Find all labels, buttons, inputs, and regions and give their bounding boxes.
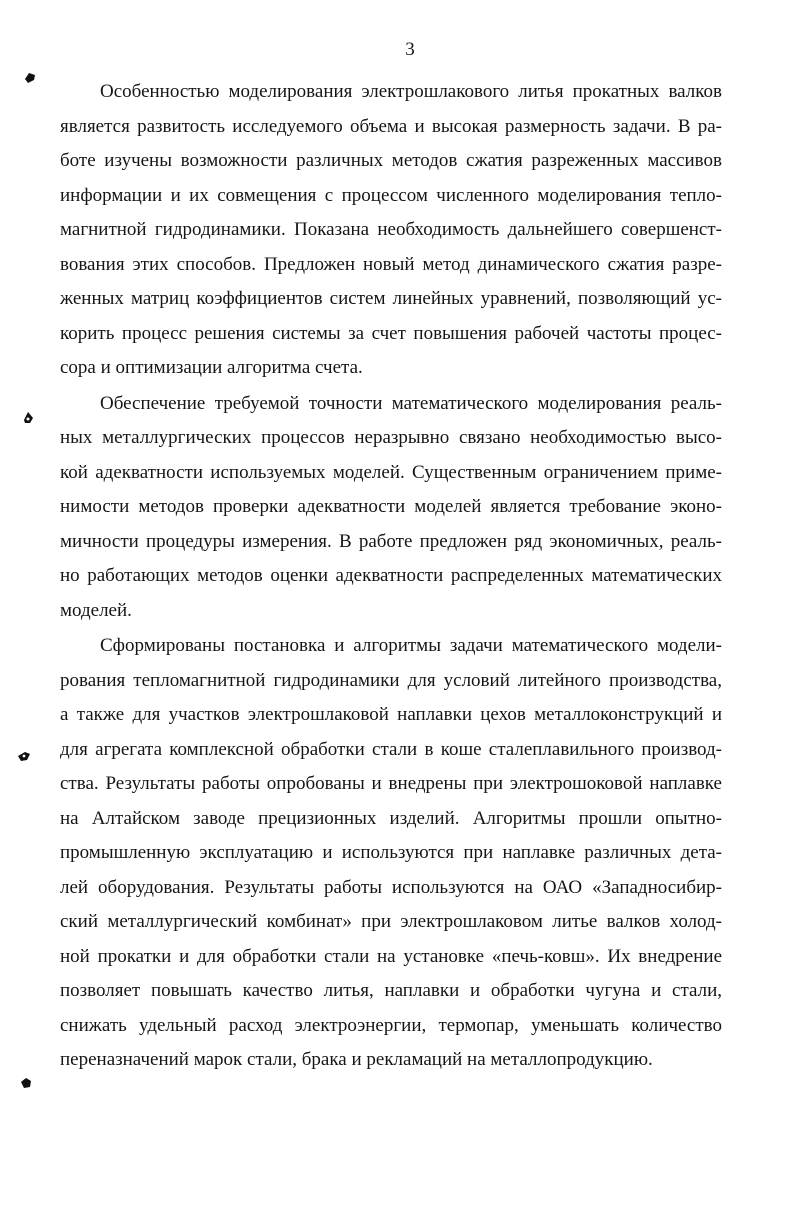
text-line: информации и их совмещения с процессом численного моделирования тепло-	[60, 184, 722, 206]
paragraph-1	[60, 75, 722, 386]
text-line: магнитной гидродинамики. Показана необходимость дальнейшего совершенст-	[60, 219, 722, 240]
text-line: Обеспечение требуемой точности математического моделирования реаль-	[100, 392, 722, 414]
text-line: лей оборудования. Результаты работы используются на ОАО «Западносибир-	[60, 876, 722, 898]
document-body	[60, 75, 722, 1078]
text-line: переназначений марок стали, брака и рекламаций на металлопродукцию.	[60, 1049, 653, 1070]
page-number: 3	[405, 39, 415, 60]
text-line: Сформированы постановка и алгоритмы задачи математического модели-	[100, 635, 722, 656]
punch-hole-mark-1	[22, 70, 38, 86]
text-line: боте изучены возможности различных методов сжатия разреженных массивов	[60, 150, 722, 171]
text-line: женных матриц коэффициентов систем линейных уравнений, позволяющий ус-	[60, 288, 722, 309]
text-line: на Алтайском заводе прецизионных изделий. Алгоритмы прошли опытно-	[60, 807, 722, 829]
punch-hole-mark-4	[18, 1075, 34, 1091]
text-line: Особенностью моделирования электрошлакового литья прокатных валков	[100, 81, 722, 102]
text-line: рования тепломагнитной гидродинамики для условий литейного производства,	[60, 669, 722, 691]
text-line: а также для участков электрошлаковой наплавки цехов металлоконструкций и	[60, 704, 722, 725]
text-line: нимости методов проверки адекватности моделей является требование эконо-	[60, 496, 722, 517]
text-line: ский металлургический комбинат» при электрошлаковом литье валков холод-	[60, 911, 722, 932]
text-line: сора и оптимизации алгоритма счета.	[60, 357, 363, 378]
punch-hole-mark-2	[20, 410, 36, 426]
text-line: ства. Результаты работы опробованы и внедрены при электрошоковой наплавке	[60, 773, 722, 794]
paragraph-2	[60, 387, 722, 629]
text-line: моделей.	[60, 599, 132, 621]
punch-hole-mark-3	[16, 748, 32, 764]
text-line: вования этих способов. Предложен новый метод динамического сжатия разре-	[60, 253, 722, 275]
paragraph-3	[60, 629, 722, 1078]
text-line: корить процесс решения системы за счет повышения рабочей частоты процес-	[60, 322, 722, 344]
text-line: ной прокатки и для обработки стали на установке «печь-ковш». Их внедрение	[60, 945, 722, 967]
text-line: промышленную эксплуатацию и используются при наплавке различных дета-	[60, 842, 722, 863]
text-line: позволяет повышать качество литья, наплавки и обработки чугуна и стали,	[60, 980, 722, 1001]
text-line: ных металлургических процессов неразрывно связано необходимостью высо-	[60, 427, 722, 448]
text-line: является развитость исследуемого объема и высокая размерность задачи. В ра-	[60, 115, 722, 137]
text-line: но работающих методов оценки адекватности распределенных математических	[60, 565, 722, 586]
text-line: снижать удельный расход электроэнергии, термопар, уменьшать количество	[60, 1014, 722, 1036]
text-line: для агрегата комплексной обработки стали в коше сталеплавильного производ-	[60, 738, 722, 760]
text-line: мичности процедуры измерения. В работе предложен ряд экономичных, реаль-	[60, 530, 722, 552]
text-line: кой адекватности используемых моделей. Существенным ограничением приме-	[60, 461, 722, 483]
